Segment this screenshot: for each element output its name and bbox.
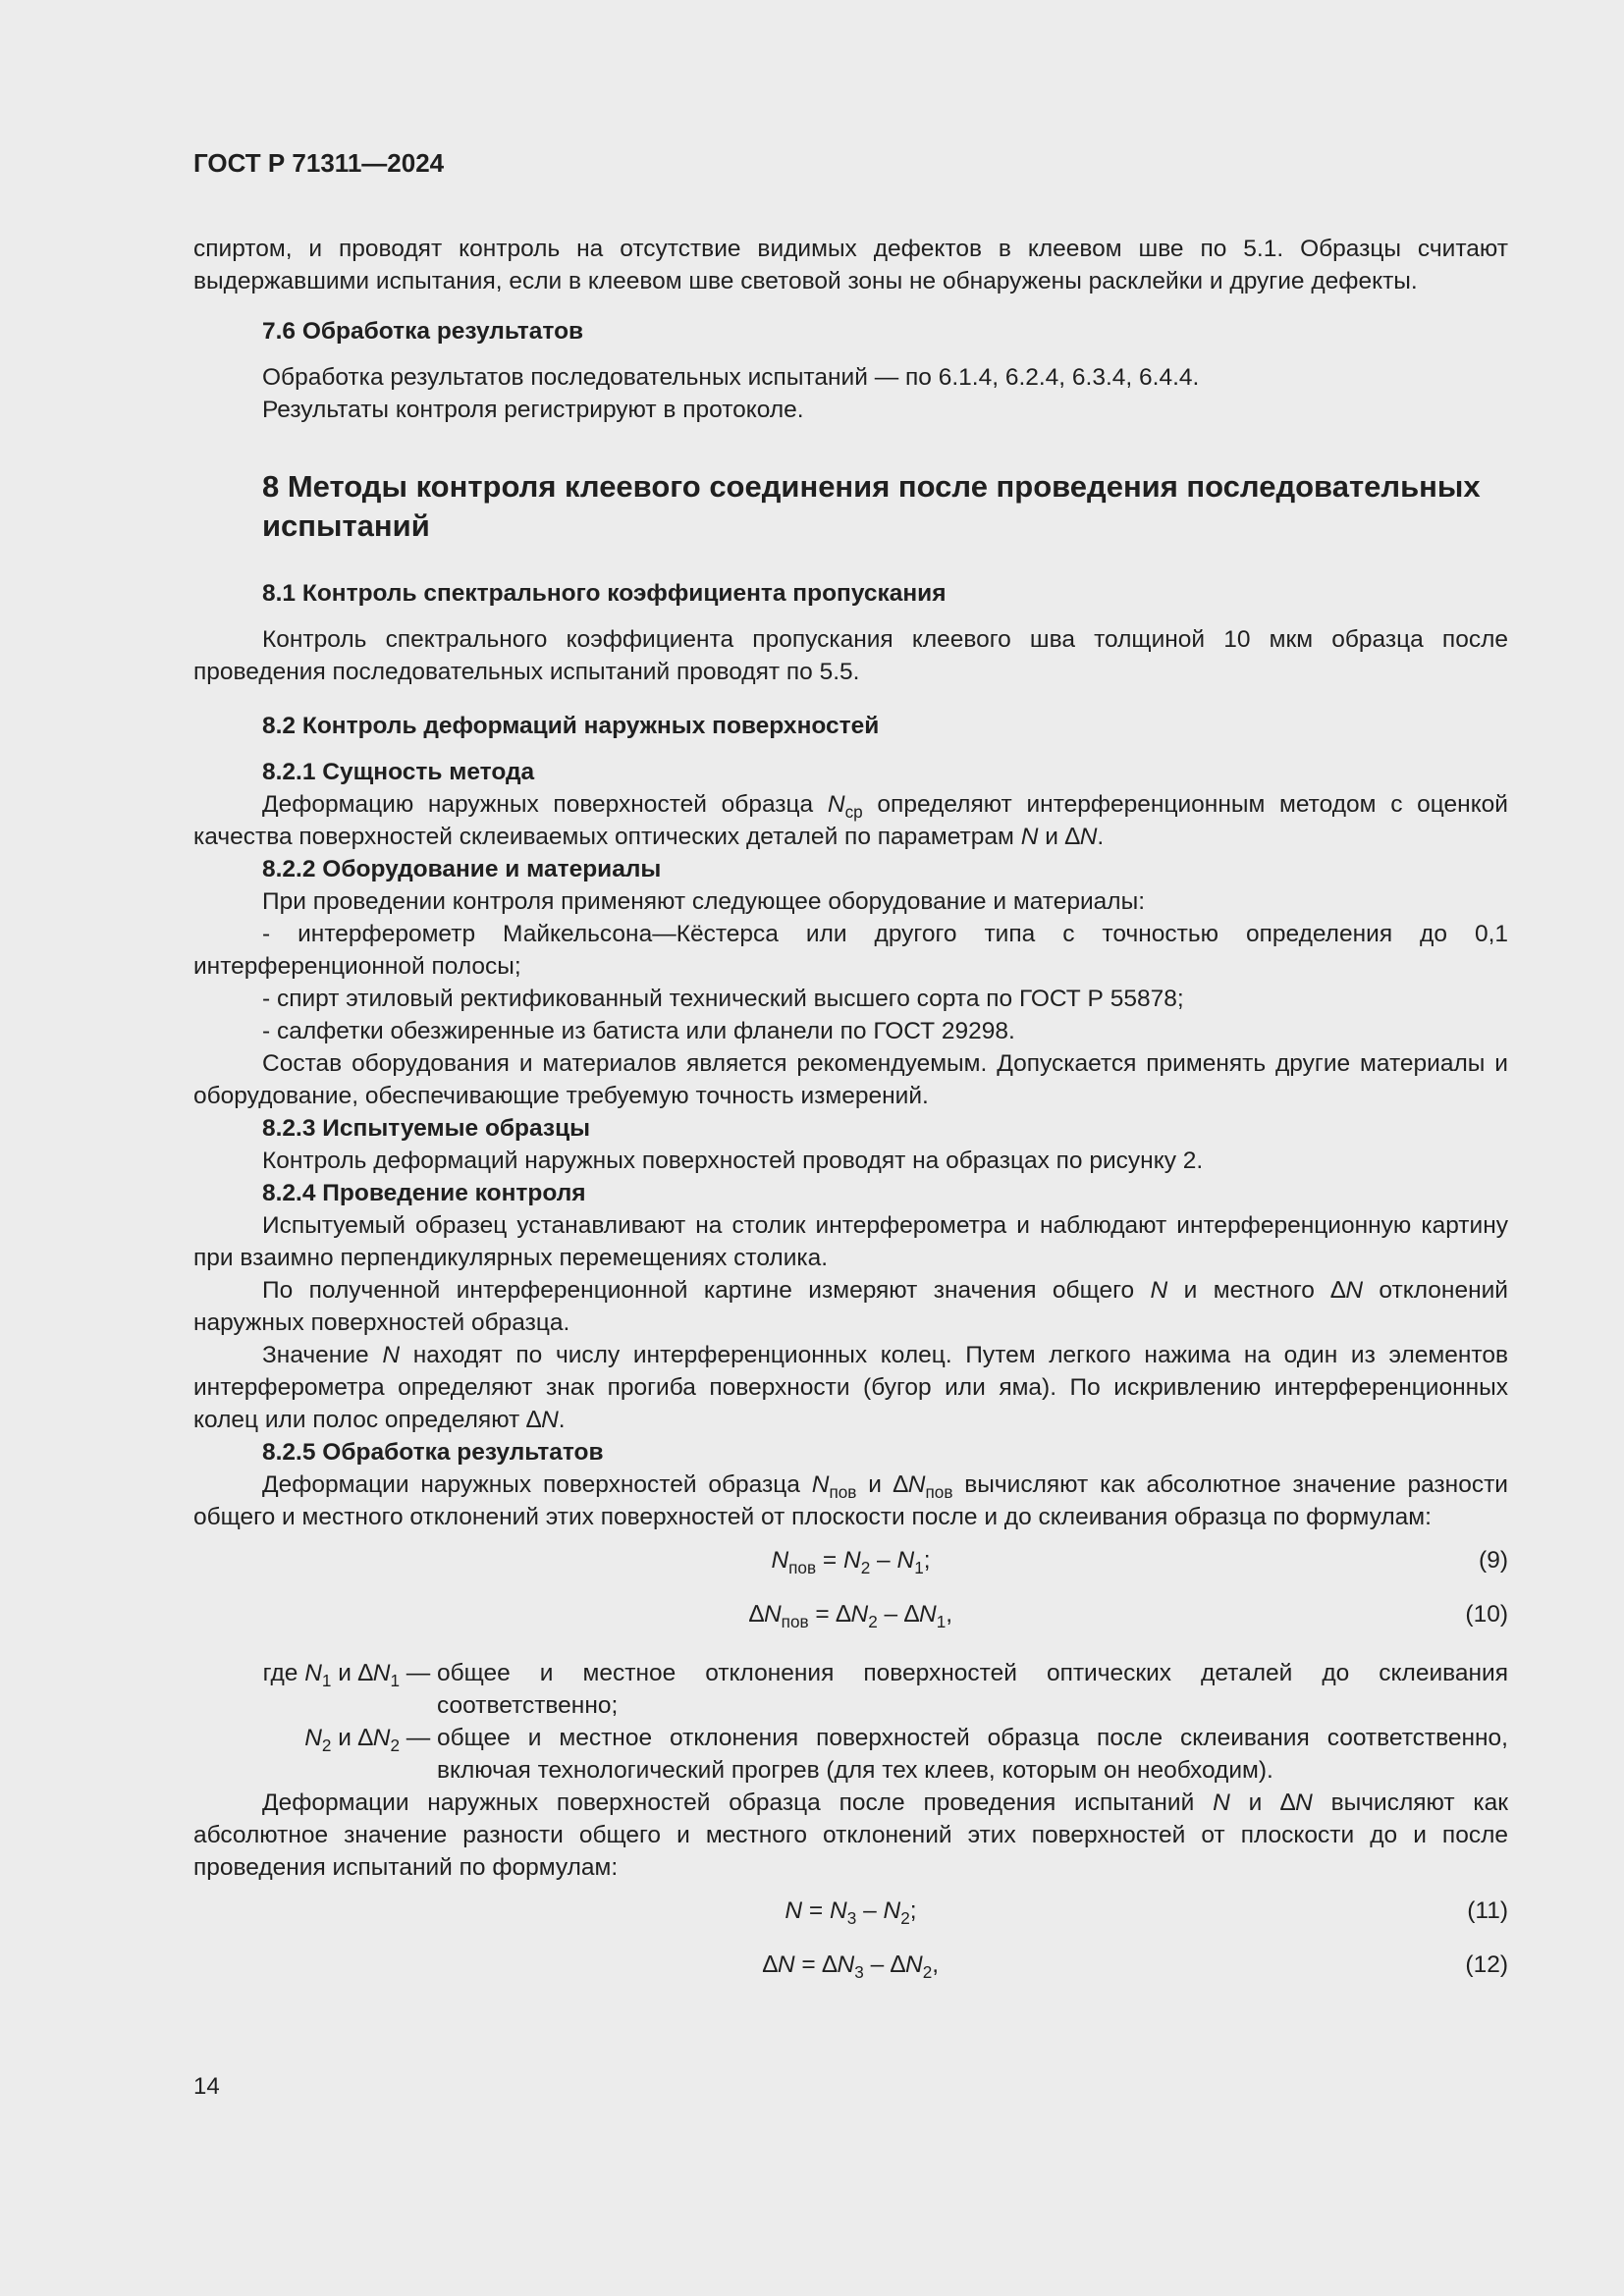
section-8-2-2-p2: Состав оборудования и материалов является рекомендуемым. Допускается применять другие материалы и оборудование, обеспечивающие требуемую точность измерений. <box>193 1050 1508 1109</box>
section-8-2-4-p3: Значение N находят по числу интерференционных колец. Путем легкого нажима на один из элементов интерферометра определяют знак прогиба поверхности (бугор или яма). По искривлению интерференционных колец или полос определяют ∆N. <box>193 1342 1508 1433</box>
definition-n2-description: общее и местное отклонения поверхностей образца после склеивания соответственно, включая технологический прогрев (для тех клеев, которым он необходим). <box>437 1725 1508 1784</box>
section-8-2-5-p1: Деформации наружных поверхностей образца $N_{пов}$ и $\Delta N_{пов}$ вычисляют как абсолютное значение разности общего и местного отклонений этих поверхностей от плоскости после и до склеивания образца по формулам: <box>193 1471 1508 1530</box>
section-7-6-p1: Обработка результатов последовательных испытаний — по 6.1.4, 6.2.4, 6.3.4, 6.4.4. <box>262 364 1200 391</box>
definition-n1: где $N_1$ и $\Delta N_1$ — общее и местное отклонения поверхностей оптических деталей до склеивания соответственно; <box>193 1657 1508 1722</box>
formula-10 <box>193 1587 1508 1641</box>
definition-n2: $N_2$ и $\Delta N_2$ — общее и местное отклонения поверхностей образца после склеивания соответственно, включая технологический прогрев (для тех клеев, которым он необходим). <box>193 1722 1508 1787</box>
document-header: ГОСТ Р 71311—2024 <box>193 148 445 178</box>
page-content <box>193 147 1508 1992</box>
section-8-2-4-p1: Испытуемый образец устанавливают на столик интерферометра и наблюдают интерференционную картину при взаимно перпендикулярных перемещениях столика. <box>193 1212 1508 1271</box>
section-8-2-title: 8.2 Контроль деформаций наружных поверхностей <box>262 713 880 739</box>
formula-9-expression: $N_{пов} = N_2 - N_1$; <box>771 1547 931 1577</box>
formula-12-number: (12) <box>1465 1951 1508 1978</box>
formula-10-number: (10) <box>1465 1601 1508 1628</box>
page-number: 14 <box>193 2073 220 2100</box>
formula-11 <box>193 1884 1508 1938</box>
formula-11-expression: $N = N_3 - N_2$; <box>785 1897 917 1928</box>
section-8-1-title: 8.1 Контроль спектрального коэффициента пропускания <box>262 580 947 607</box>
formula-11-number: (11) <box>1467 1897 1508 1924</box>
section-8-2-5-p2: Деформации наружных поверхностей образца после проведения испытаний N и ∆N вычисляют как абсолютное значение разности общего и местного отклонений этих поверхностей от плоскости до и после проведения испытаний по формулам: <box>193 1789 1508 1881</box>
formula-12-expression: $\Delta N = \Delta N_3 - \Delta N_2$, <box>762 1951 940 1982</box>
section-8-2-5-title: 8.2.5 Обработка результатов <box>262 1439 604 1466</box>
intro-paragraph: спиртом, и проводят контроль на отсутствие видимых дефектов в клеевом шве по 5.1. Образцы считают выдержавшими испытания, если в клеевом шве световой зоны не обнаружены расклейки и другие дефекты. <box>193 236 1508 294</box>
section-8-2-1-title: 8.2.1 Сущность метода <box>262 759 535 785</box>
definition-n1-term: где $N_1$ и $\Delta N_1$ <box>262 1660 400 1690</box>
section-8-2-1-p1: Деформацию наружных поверхностей образца $N_{ср}$ определяют интерференционным методом с оценкой качества поверхностей склеиваемых оптических деталей по параметрам N и ∆N. <box>193 791 1508 850</box>
equipment-item-3: - салфетки обезжиренные из батиста или фланели по ГОСТ 29298. <box>262 1018 1015 1044</box>
formula-9-number: (9) <box>1479 1547 1508 1574</box>
formula-9 <box>193 1533 1508 1587</box>
equipment-item-2: - спирт этиловый ректификованный технический высшего сорта по ГОСТ Р 55878; <box>262 986 1184 1012</box>
section-7-6-title: 7.6 Обработка результатов <box>262 318 584 345</box>
definition-n1-description: общее и местное отклонения поверхностей оптических деталей до склеивания соответственно; <box>437 1660 1508 1719</box>
section-8-2-4-title: 8.2.4 Проведение контроля <box>262 1180 586 1206</box>
section-8-title: 8 Методы контроля клеевого соединения после проведения последовательных испытаний <box>262 469 1481 543</box>
formula-10-expression: $\Delta N_{пов} = \Delta N_2 - \Delta N_1$, <box>748 1601 953 1631</box>
section-8-1-p1: Контроль спектрального коэффициента пропускания клеевого шва толщиной 10 мкм образца после проведения последовательных испытаний проводят по 5.5. <box>193 626 1508 685</box>
section-8-2-4-p2: По полученной интерференционной картине измеряют значения общего N и местного ∆N отклонений наружных поверхностей образца. <box>193 1277 1508 1336</box>
section-8-2-2-title: 8.2.2 Оборудование и материалы <box>262 856 662 882</box>
section-8-2-3-p1: Контроль деформаций наружных поверхностей проводят на образцах по рисунку 2. <box>262 1148 1204 1174</box>
equipment-item-1: - интерферометр Майкельсона—Кёстерса или другого типа с точностью определения до 0,1 интерференционной полосы; <box>193 921 1508 980</box>
formula-12 <box>193 1938 1508 1992</box>
section-8-2-3-title: 8.2.3 Испытуемые образцы <box>262 1115 591 1142</box>
section-7-6-p2: Результаты контроля регистрируют в протоколе. <box>262 397 804 423</box>
section-8-2-2-p1: При проведении контроля применяют следующее оборудование и материалы: <box>262 888 1146 915</box>
definition-n2-term: $N_2$ и $\Delta N_2$ <box>304 1725 400 1755</box>
